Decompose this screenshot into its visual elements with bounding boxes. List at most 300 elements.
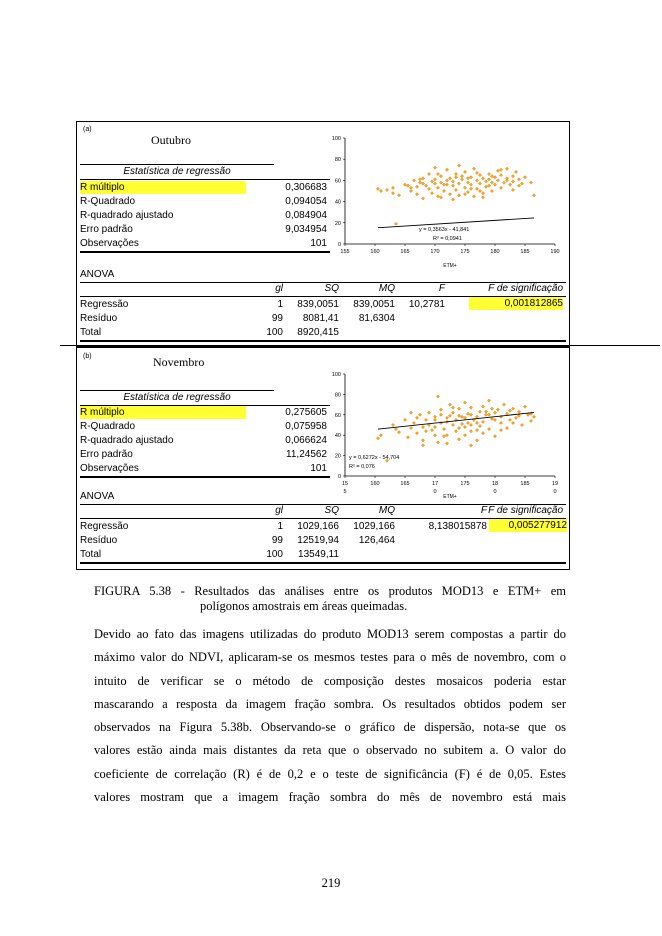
data-point xyxy=(421,177,424,180)
anova-header-f: F xyxy=(480,505,487,516)
data-point xyxy=(463,425,466,428)
data-point xyxy=(460,422,463,425)
data-point xyxy=(451,184,454,187)
data-point xyxy=(415,192,418,195)
anova-cell: 13549,11 xyxy=(298,549,339,560)
anova-header-mq: MQ xyxy=(378,505,395,516)
data-point xyxy=(493,183,496,186)
data-point xyxy=(463,416,466,419)
y-tick-label: 20 xyxy=(334,220,341,227)
data-point xyxy=(508,418,511,421)
data-point xyxy=(394,222,397,225)
divider xyxy=(80,562,566,564)
anova-cell: 1029,166 xyxy=(353,521,395,532)
data-point xyxy=(448,414,451,417)
anova-cell-fsig: 0,001812865 xyxy=(469,297,563,310)
anova-cell: 839,0051 xyxy=(297,299,339,310)
stat-label: Erro padrão xyxy=(80,449,133,460)
data-point xyxy=(424,184,427,187)
data-point xyxy=(493,435,496,438)
data-point xyxy=(490,407,493,410)
anova-header-fsig: F de significação xyxy=(488,505,563,516)
paragraph-line: mascarando a resposta da imagem fração sombra. Os resultados obtidos podem ser xyxy=(94,696,566,711)
anova-row-label: Resíduo xyxy=(80,313,118,324)
anova-header-sq: SQ xyxy=(324,283,339,294)
data-point xyxy=(439,408,442,411)
x-tick-label: 0 xyxy=(433,489,437,495)
scatter-chart xyxy=(327,354,567,500)
data-point xyxy=(397,430,400,433)
anova-cell: 10,2781 xyxy=(408,299,445,310)
figure-caption xyxy=(94,584,566,614)
data-point xyxy=(418,178,421,181)
stat-label: R múltiplo xyxy=(80,406,246,419)
data-point xyxy=(454,176,457,179)
data-point xyxy=(427,411,430,414)
anova-header-gl: gl xyxy=(275,283,283,294)
stat-value: 101 xyxy=(310,463,327,474)
x-tick-label: 190 xyxy=(550,249,560,255)
anova-cell: 99 xyxy=(271,313,283,324)
data-point xyxy=(424,429,427,432)
data-point xyxy=(499,168,502,171)
y-tick-label: 80 xyxy=(334,157,341,164)
data-point xyxy=(505,426,508,429)
data-point xyxy=(508,409,511,412)
data-point xyxy=(442,183,445,186)
data-point xyxy=(481,196,484,199)
data-point xyxy=(457,407,460,410)
figure-panel-a xyxy=(76,121,570,347)
stat-value: 0,084904 xyxy=(285,210,327,221)
x-tick-label: 160 xyxy=(370,249,380,255)
y-tick-label: 40 xyxy=(334,199,341,206)
data-point xyxy=(505,167,508,170)
data-point xyxy=(499,173,502,176)
stat-label: Observações xyxy=(80,238,139,249)
data-point xyxy=(379,434,382,437)
anova-header-fsig: F de significação xyxy=(488,283,563,294)
data-point xyxy=(511,407,514,410)
data-point xyxy=(433,418,436,421)
stat-value: 11,24562 xyxy=(286,449,327,460)
stat-value: 0,094054 xyxy=(285,196,327,207)
data-point xyxy=(481,177,484,180)
data-point xyxy=(391,191,394,194)
anova-cell: 100 xyxy=(266,327,283,338)
data-point xyxy=(496,408,499,411)
data-point xyxy=(421,182,424,185)
stat-value: 9,034954 xyxy=(285,224,327,235)
data-point xyxy=(451,411,454,414)
data-point xyxy=(463,192,466,195)
data-point xyxy=(457,426,460,429)
data-point xyxy=(454,429,457,432)
data-point xyxy=(460,178,463,181)
data-point xyxy=(463,170,466,173)
data-point xyxy=(505,179,508,182)
data-point xyxy=(478,410,481,413)
caption-line: FIGURA 5.38 - Resultados das análises entre os produtos MOD13 e ETM+ em xyxy=(94,584,566,598)
data-point xyxy=(457,194,460,197)
data-point xyxy=(409,186,412,189)
x-tick-label: 0 xyxy=(553,489,557,495)
y-tick-label: 0 xyxy=(337,242,341,248)
anova-header-mq: MQ xyxy=(378,283,395,294)
anova-cell: 99 xyxy=(271,535,283,546)
paragraph-line: valores estão ainda mais distantes da reta que o observado no subitem a. O valor do xyxy=(94,743,566,758)
anova-row-label: Regressão xyxy=(80,521,129,532)
data-point xyxy=(487,184,490,187)
data-point xyxy=(421,425,424,428)
data-point xyxy=(517,410,520,413)
month-title: Outubro xyxy=(151,133,191,147)
data-point xyxy=(490,181,493,184)
data-point xyxy=(433,434,436,437)
data-point xyxy=(469,444,472,447)
anova-cell: 1029,166 xyxy=(297,521,339,532)
data-point xyxy=(448,403,451,406)
data-point xyxy=(478,424,481,427)
data-point xyxy=(487,427,490,430)
divider xyxy=(80,164,274,165)
stat-value: 0,306683 xyxy=(285,182,327,193)
data-point xyxy=(445,179,448,182)
data-point xyxy=(514,416,517,419)
stat-value: 0,275605 xyxy=(285,407,327,418)
data-point xyxy=(403,418,406,421)
panel-separator xyxy=(60,345,660,346)
data-point xyxy=(520,423,523,426)
data-point xyxy=(436,195,439,198)
anova-cell: 81,6304 xyxy=(358,313,395,324)
data-point xyxy=(445,434,448,437)
data-point xyxy=(472,195,475,198)
data-point xyxy=(448,177,451,180)
stat-label: R múltiplo xyxy=(80,181,246,194)
data-point xyxy=(409,189,412,192)
divider xyxy=(80,251,330,253)
data-point xyxy=(454,172,457,175)
data-point xyxy=(445,442,448,445)
data-point xyxy=(475,421,478,424)
figure-panel-b xyxy=(76,347,570,570)
data-point xyxy=(424,418,427,421)
y-tick-label: 60 xyxy=(334,412,341,419)
data-point xyxy=(457,414,460,417)
x-tick-label: 0 xyxy=(493,489,497,495)
anova-cell-fsig: 0,005277912 xyxy=(489,519,567,532)
data-point xyxy=(496,179,499,182)
data-point xyxy=(484,180,487,183)
data-point xyxy=(466,181,469,184)
scatter-chart xyxy=(327,128,567,274)
data-point xyxy=(481,420,484,423)
x-tick-label: 17 xyxy=(431,481,439,487)
data-point xyxy=(445,168,448,171)
data-point xyxy=(529,181,532,184)
x-tick-label: 15 xyxy=(341,481,349,487)
data-point xyxy=(451,406,454,409)
data-point xyxy=(442,435,445,438)
x-tick-label: 175 xyxy=(460,249,470,255)
stat-label: R-quadrado ajustado xyxy=(80,435,174,446)
data-point xyxy=(412,421,415,424)
data-point xyxy=(418,413,421,416)
stat-value: 101 xyxy=(310,238,327,249)
data-point xyxy=(376,437,379,440)
paragraph-line: coeficiente de correlação (R) é de 0,2 e o teste de significância (F) é de 0,05. Estes xyxy=(94,766,566,781)
data-point xyxy=(436,172,439,175)
data-point xyxy=(418,181,421,184)
data-point xyxy=(439,196,442,199)
data-point xyxy=(442,427,445,430)
stat-label: R-quadrado ajustado xyxy=(80,210,174,221)
data-point xyxy=(397,194,400,197)
x-tick-label: 160 xyxy=(370,481,380,487)
y-tick-label: 0 xyxy=(337,474,341,480)
data-point xyxy=(403,183,406,186)
x-tick-label: 170 xyxy=(430,249,440,255)
anova-cell: 1 xyxy=(277,521,283,532)
data-point xyxy=(430,428,433,431)
data-point xyxy=(520,182,523,185)
data-point xyxy=(463,401,466,404)
data-point xyxy=(415,185,418,188)
data-point xyxy=(466,412,469,415)
data-point xyxy=(502,403,505,406)
paragraph-line: máximo valor do NDVI, aplicaram-se os mesmos testes para o mês de novembro, com o xyxy=(94,650,566,665)
data-point xyxy=(406,184,409,187)
data-point xyxy=(487,413,490,416)
data-point xyxy=(478,173,481,176)
data-point xyxy=(523,176,526,179)
data-point xyxy=(439,181,442,184)
data-point xyxy=(487,178,490,181)
data-point xyxy=(487,172,490,175)
x-tick-label: 185 xyxy=(520,249,530,255)
panel-label: (b) xyxy=(83,353,92,360)
r-squared-label: R² = 0,0941 xyxy=(433,236,462,242)
data-point xyxy=(514,170,517,173)
data-point xyxy=(436,395,439,398)
divider xyxy=(80,179,330,180)
y-tick-label: 60 xyxy=(334,178,341,185)
paragraph-line: observados na Figura 5.38b. Observando-se o gráfico de dispersão, nota-se que os xyxy=(94,720,566,735)
y-tick-label: 20 xyxy=(334,453,341,460)
stats-title: Estatística de regressão xyxy=(123,392,231,403)
data-point xyxy=(466,177,469,180)
data-point xyxy=(427,172,430,175)
data-point xyxy=(490,189,493,192)
data-point xyxy=(436,441,439,444)
panel-label: (a) xyxy=(83,126,92,133)
divider xyxy=(80,476,330,478)
paragraph-line: Devido ao fato das imagens utilizadas do produto MOD13 serem compostas a partir do xyxy=(94,627,566,641)
stat-value: 0,075958 xyxy=(285,421,327,432)
data-point xyxy=(415,416,418,419)
data-point xyxy=(421,197,424,200)
anova-cell: 839,0051 xyxy=(353,299,395,310)
data-point xyxy=(493,411,496,414)
divider xyxy=(80,340,566,342)
data-point xyxy=(523,405,526,408)
data-point xyxy=(460,415,463,418)
data-point xyxy=(433,178,436,181)
data-point xyxy=(412,179,415,182)
data-point xyxy=(490,417,493,420)
data-point xyxy=(469,423,472,426)
data-point xyxy=(469,429,472,432)
data-point xyxy=(379,189,382,192)
data-point xyxy=(478,189,481,192)
data-point xyxy=(508,183,511,186)
data-point xyxy=(481,431,484,434)
data-point xyxy=(472,167,475,170)
x-tick-label: 185 xyxy=(520,481,530,487)
caption-line: polígonos amostrais em áreas queimadas. xyxy=(200,599,408,613)
data-point xyxy=(376,187,379,190)
anova-title: ANOVA xyxy=(80,491,115,502)
data-point xyxy=(439,413,442,416)
x-tick-label: 5 xyxy=(343,489,347,495)
data-point xyxy=(430,180,433,183)
x-tick-label: 18 xyxy=(491,481,499,487)
x-axis-label: ETM+ xyxy=(443,263,457,269)
data-point xyxy=(415,431,418,434)
data-point xyxy=(532,194,535,197)
data-point xyxy=(499,421,502,424)
data-point xyxy=(466,421,469,424)
anova-header-sq: SQ xyxy=(324,505,339,516)
data-point xyxy=(442,189,445,192)
data-point xyxy=(517,184,520,187)
data-point xyxy=(436,186,439,189)
data-point xyxy=(475,187,478,190)
data-point xyxy=(499,186,502,189)
data-point xyxy=(451,180,454,183)
stat-label: Observações xyxy=(80,463,139,474)
data-point xyxy=(460,174,463,177)
x-tick-label: 155 xyxy=(340,249,350,255)
data-point xyxy=(448,192,451,195)
data-point xyxy=(466,190,469,193)
anova-cell: 8081,41 xyxy=(302,313,339,324)
y-tick-label: 100 xyxy=(331,372,341,378)
anova-title: ANOVA xyxy=(80,269,115,280)
anova-header-f: F xyxy=(438,283,445,294)
data-point xyxy=(490,174,493,177)
page-number: 219 xyxy=(321,876,341,890)
data-point xyxy=(469,187,472,190)
paragraph-line: valores mostram que a imagem fração sombra do mês de novembro está mais xyxy=(94,790,566,805)
x-tick-label: 19 xyxy=(551,481,559,487)
month-title: Novembro xyxy=(153,355,205,369)
anova-header-gl: gl xyxy=(275,505,283,516)
data-point xyxy=(421,439,424,442)
anova-cell: 126,464 xyxy=(358,535,395,546)
r-squared-label: R² = 0,076 xyxy=(349,464,375,470)
divider xyxy=(80,390,274,391)
data-point xyxy=(469,176,472,179)
anova-row-label: Total xyxy=(80,327,102,338)
data-point xyxy=(433,425,436,428)
x-tick-label: 180 xyxy=(490,249,500,255)
y-tick-label: 40 xyxy=(334,433,341,440)
data-point xyxy=(430,191,433,194)
data-point xyxy=(511,421,514,424)
stats-title: Estatística de regressão xyxy=(123,166,231,177)
data-point xyxy=(511,188,514,191)
anova-cell: 1 xyxy=(277,299,283,310)
paragraph-line: intuito de verificar se o método de composição destes mosaicos poderia estar xyxy=(94,673,566,688)
data-point xyxy=(475,171,478,174)
anova-row-label: Resíduo xyxy=(80,535,118,546)
anova-cell: 8,138015878 xyxy=(428,521,487,532)
y-tick-label: 100 xyxy=(331,136,341,142)
stat-value: 0,066624 xyxy=(285,435,327,446)
data-point xyxy=(385,188,388,191)
data-point xyxy=(433,182,436,185)
data-point xyxy=(481,191,484,194)
data-point xyxy=(484,185,487,188)
x-tick-label: 165 xyxy=(400,249,410,255)
data-point xyxy=(445,416,448,419)
data-point xyxy=(469,406,472,409)
data-point xyxy=(427,187,430,190)
data-point xyxy=(439,174,442,177)
data-point xyxy=(502,181,505,184)
data-point xyxy=(457,164,460,167)
data-point xyxy=(454,188,457,191)
data-point xyxy=(391,423,394,426)
stat-label: Erro padrão xyxy=(80,224,133,235)
data-point xyxy=(469,413,472,416)
x-tick-label: 175 xyxy=(460,481,470,487)
data-point xyxy=(409,411,412,414)
data-point xyxy=(493,418,496,421)
data-point xyxy=(391,186,394,189)
data-point xyxy=(451,423,454,426)
data-point xyxy=(499,428,502,431)
body-paragraph xyxy=(94,623,566,809)
anova-row-label: Total xyxy=(80,549,102,560)
data-point xyxy=(496,169,499,172)
stat-label: R-Quadrado xyxy=(80,196,136,207)
data-point xyxy=(511,174,514,177)
data-point xyxy=(529,419,532,422)
data-point xyxy=(493,176,496,179)
data-point xyxy=(463,186,466,189)
data-point xyxy=(457,438,460,441)
data-point xyxy=(487,399,490,402)
anova-cell: 8920,415 xyxy=(297,327,339,338)
data-point xyxy=(433,166,436,169)
data-point xyxy=(475,179,478,182)
data-point xyxy=(511,180,514,183)
data-point xyxy=(409,426,412,429)
trendline-equation: y = 0,6272x - 54,704 xyxy=(349,455,400,461)
data-point xyxy=(451,198,454,201)
data-point xyxy=(484,410,487,413)
anova-row-label: Regressão xyxy=(80,299,129,310)
stat-label: R-Quadrado xyxy=(80,421,136,432)
data-point xyxy=(469,183,472,186)
data-point xyxy=(475,428,478,431)
y-tick-label: 80 xyxy=(334,392,341,399)
data-point xyxy=(457,182,460,185)
data-point xyxy=(517,178,520,181)
